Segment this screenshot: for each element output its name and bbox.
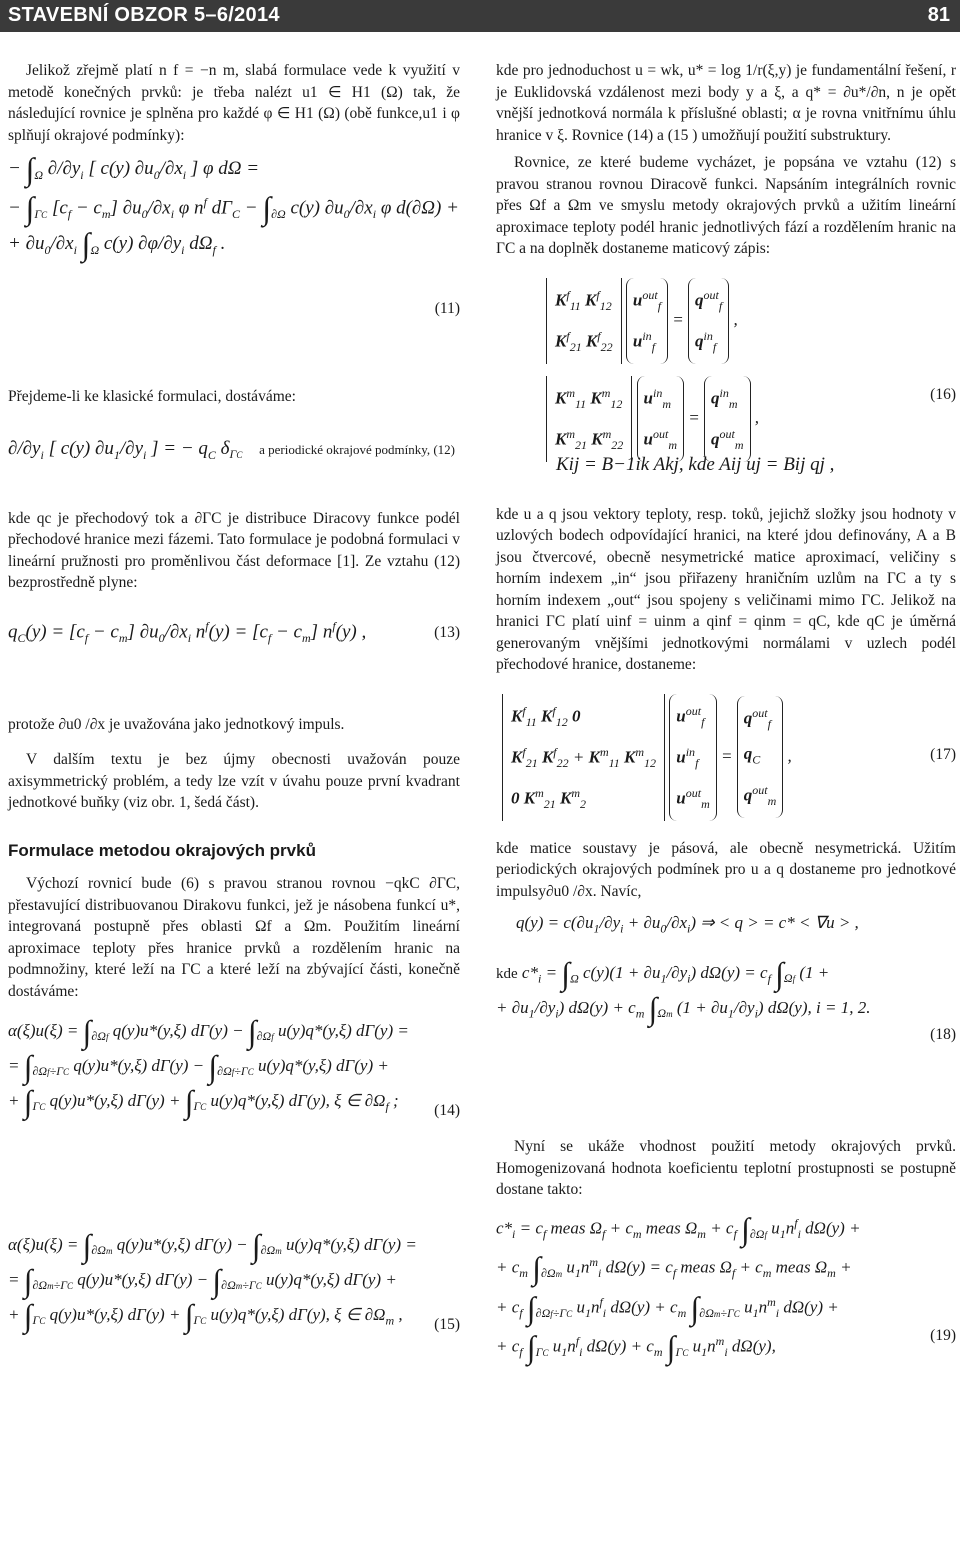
- equation-number: (14): [434, 1102, 460, 1119]
- paragraph: Přejdeme-li ke klasické formulaci, dostáváme:: [8, 388, 296, 405]
- equation-16: $K^f_{11}$ $K^f_{12}$ $K^f_{21}$ $K^f_{22}$ $u^{out}_f$ $u^{in}_f$ = $q^{out}_f$ $q^{in}_f$ , $K^m_{11}$ $K^m_{12}$ $K^m_{21}$ $K^m_{22}$ $u^{in}_m$ $u^{out}_m$ = $q^{in}_m$ $q^{out}_m$ , (16): [496, 278, 956, 448]
- paragraph: Výchozí rovnicí bude (6) s pravou stranou rovnou −qkC ∂ΓC, přestavující distribuovanou Dirakovu funkci, jež je násobena funkcí u*, integrovaná postupně přes oblasti Ωf a Ωm. Použitím lineární aproximace teploty přes hranice prvků a rozdělením hranic na podmnožiny, které leží na ΓC a které leží na zbývající části, konečně dostáváme:: [8, 875, 460, 1000]
- paragraph: Nyní se ukáže vhodnost použití metody okrajových prvků. Homogenizovaná hodnota koeficientu teplotní prostupnosti se postupně dostane takto:: [496, 1138, 956, 1198]
- equation-number: (17): [930, 745, 956, 763]
- equation-12: $\partial/\partial y_i$ [ c(y) $\partial u_1/\partial y_i$ ] = − $q_C$ $\delta_{\Gamma C}$ a periodické okrajové podmínky, (12): [8, 437, 456, 462]
- equation-13: $q_C(y) = [c_f - c_m]$ $\partial u_0/\partial x_i$ $n^f(y) = [c_f - c_m]$ $n^f(y)$ , (13): [8, 618, 460, 645]
- page-header: [0, 0, 960, 32]
- equation-11: − $\int_\Omega$ $\partial/\partial y_i$ [ c(y) $\partial u_0/\partial x_i$ ] φ dΩ = − $\int_{\Gamma C}$ $[c_f - c_m]$ $\partial u_0/\partial x_i$ φ $n^f$ $d\Gamma_C - \int_{\partial\Omega}$ c(y) $\partial u_0/\partial x_i$ φ d(∂Ω) + + $\partial u_0/\partial x_i$ $\int_\Omega$ c(y) $\partial\varphi/\partial y_i$ $d\Omega_f$ . (11): [8, 158, 460, 396]
- right-column: [496, 60, 956, 1433]
- equation-number: (18): [930, 1026, 956, 1043]
- paragraph: kde matice soustavy je pásová, ale obecně nesymetrická. Užitím periodických okrajových podmínek pro u a q dostaneme pro jednotkové impulsy∂u0 /∂x. Navíc,: [496, 839, 956, 900]
- paragraph: Rovnice, ze které budeme vycházet, je popsána ve vztahu (12) s pravou stranou rovnou Diracově funkci. Napsáním integrálních rovnic přes Ωf a Ωm ve smyslu metody okrajových prvků a užitím lineární aproximace teploty podél hranic jednotlivých fází a rozdělením hranic na ΓC a na doplněk dostaneme maticový zápis:: [496, 154, 956, 257]
- paragraph: V dalším textu je bez újmy obecnosti uvažován pouze axisymmetrický problém, a tedy lze vzít v úvahu pouze první kvadrant jednotkové buňky (viz obr. 1, šedá část).: [8, 751, 460, 811]
- paragraph: kde u a q jsou vektory teploty, resp. toků, jejichž složky jsou hodnoty v uzlových bodech odpovídající hranici, na které jdou definovány, A a B jsou čtvercové, obecně nesymetrické matice aproximací, veličiny s horním indexem „in“ jsou přiřazeny hraničním uzlům na ΓC a ty s horním indexem „out“ jsou spojeny s veličinami mimo ΓC. Jelikož na hranici ΓC platí uinf = uinm a qinf = qinm = qC, kde qC je úměrná generovaným vnějšími jednotkovými normálami v uzlech podél přechodové hranice, dostaneme:: [496, 505, 956, 673]
- paragraph: kde qc je přechodový tok a ∂ΓC je distribuce Diracovy funkce podél přechodové hranice mezi fázemi. Tato formulace je podobná formulaci v lineární pružnosti pro proměnlivou část deformace [1]. Ze vztahu (12) bezprostředně plyne:: [8, 509, 460, 591]
- equation-number: (13): [434, 623, 460, 641]
- equation-14: $\alpha(\xi)u(\xi) = \int_{\partial\Omega f}$ q(y)u*(y,ξ) $d\Gamma(y) - \int_{\partial\Omega f}$ u(y)q*(y,ξ) dΓ(y) = = $\int_{\partial\Omega f\div\Gamma C}$ q(y)u*(y,ξ) $d\Gamma(y) - \int_{\partial\Omega f\div\Gamma C}$ u(y)q*(y,ξ) dΓ(y) + + $\int_{\Gamma C}$ q(y)u*(y,ξ) $d\Gamma(y) + \int_{\Gamma C}$ u(y)q*(y,ξ) dΓ(y), ξ ∈ $\partial\Omega_f$ ; (14): [8, 1020, 460, 1220]
- equation-number: (15): [434, 1316, 460, 1333]
- equation-12-note: a periodické okrajové podmínky, (12): [259, 441, 456, 457]
- paragraph: kde pro jednoduchost u = wk, u* = log 1/r(ξ,y) je fundamentální řešení, r je Euklidovská vzdálenost mezi body y a ξ, a q* = ∂u*/∂n, n je opět vnější jednotková normála k příslušné oblasti; α je rovna vnitřnímu úhlu hranice v ξ. Rovnice (14) a (15 ) umožňují použití substruktury.: [496, 62, 956, 144]
- equation-18: $q(y) = c(\partial u_1/\partial y_i + \partial u_0/\partial x_i)$ ⇒ < q > = c* < ∇u > , kde $c*_i = \int_\Omega$ $c(y)(1 + \partial u_1/\partial y_i)$ $d\Omega(y) = c_f$ $\int_{\Omega f}$ (1 + + $\partial u_1/\partial y_i$) $d\Omega(y) + c_m$ $\int_{\Omega m}$ $(1 + \partial u_1/\partial y_i)$ dΩ(y), i = 1, 2. (18): [496, 912, 956, 1122]
- paragraph: protože ∂u0 /∂x je uvažována jako jednotkový impuls.: [8, 715, 345, 733]
- equation-19: $c*_i = c_f$ meas $\Omega_f + c_m$ meas $\Omega_m + c_f$ $\int_{\partial\Omega f}$ $u_1n^f_i$ dΩ(y) + + $c_m$ $\int_{\partial\Omega m}$ $u_1n^m_i$ $d\Omega(y) = c_f$ meas $\Omega_f + c_m$ meas $\Omega_m$ + + $c_f$ $\int_{\partial\Omega f\div\Gamma C}$ $u_1n^f_i$ $d\Omega(y) + c_m$ $\int_{\partial\Omega m\div\Gamma C}$ $u_1n^m_i$ dΩ(y) + + $c_f$ $\int_{\Gamma C}$ $u_1n^f_i$ $d\Omega(y) + c_m$ $\int_{\Gamma C}$ $u_1n^m_i$ dΩ(y), (19): [496, 1210, 956, 1366]
- section-heading: Formulace metodou okrajových prvků: [8, 840, 316, 860]
- equation-17: $K^f_{11}$ $K^f_{12}$ 0 $K^f_{21}$ $K^f_{22} + K^m_{11}$ $K^m_{12}$ 0 $K^m_{21}$ $K^m_2$ $u^{out}_f$ $u^{in}_f$ $u^{out}_m$ = $q^{out}_f$ $q_C$ $q^{out}_m$ , (17): [496, 694, 956, 824]
- journal-title: STAVEBNÍ OBZOR 5–6/2014: [8, 4, 280, 26]
- equation-15: $\alpha(\xi)u(\xi) = \int_{\partial\Omega m}$ q(y)u*(y,ξ) $d\Gamma(y) - \int_{\partial\Omega m}$ u(y)q*(y,ξ) dΓ(y) = = $\int_{\partial\Omega m\div\Gamma C}$ q(y)u*(y,ξ) $d\Gamma(y) - \int_{\partial\Omega m\div\Gamma C}$ u(y)q*(y,ξ) dΓ(y) + + $\int_{\Gamma C}$ q(y)u*(y,ξ) $d\Gamma(y) + \int_{\Gamma C}$ u(y)q*(y,ξ) dΓ(y), ξ ∈ $\partial\Omega_m$ , (15): [8, 1234, 460, 1434]
- equation-number: (11): [434, 300, 460, 317]
- equation-number: (16): [930, 385, 956, 403]
- equation-16b: Kij = B−1ik Akj, kde Aij uj = Bij qj ,: [556, 453, 835, 475]
- equation-number: (19): [930, 1326, 956, 1344]
- page-number: 81: [927, 4, 950, 26]
- left-column: [8, 60, 460, 1434]
- paragraph: Jelikož zřejmě platí n f = −n m, slabá formulace vede k využití v metodě konečných prvků: je třeba nalézt u1 ∈ H1 (Ω) tak, že následující rovnice je splněna pro každé φ ∈ H1 (Ω) (obě funkce,u1 i φ splňují okrajové podmínky):: [8, 62, 460, 144]
